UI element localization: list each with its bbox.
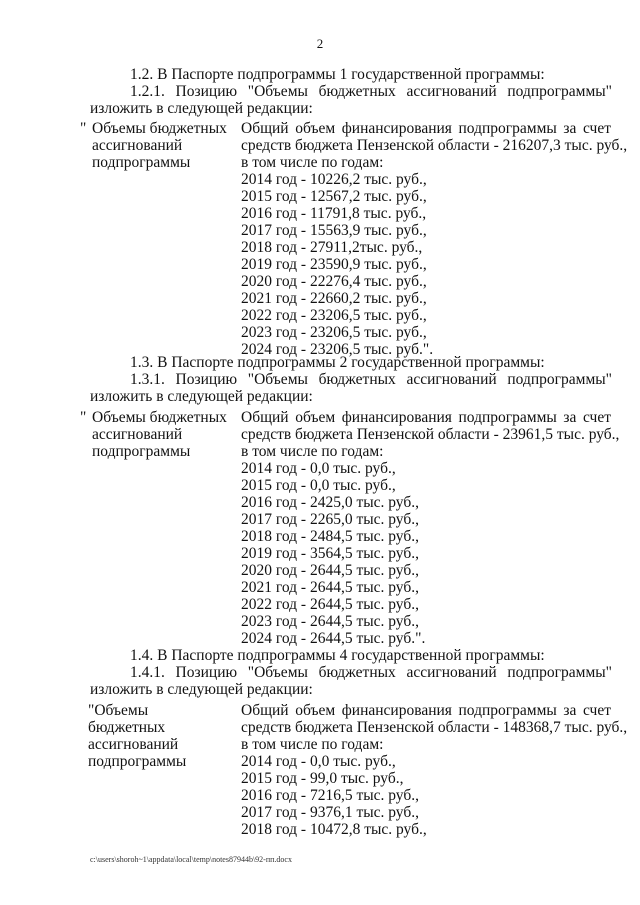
year-line: 2018 год - 27911,2тыс. руб., (241, 239, 423, 256)
section-subheading: 1.2.1. Позицию "Объемы бюджетных ассигнований подпрограммы" (130, 83, 612, 100)
budget-block-2 (80, 409, 620, 647)
year-line: 2018 год - 2484,5 тыс. руб., (241, 528, 419, 545)
year-line: 2014 год - 0,0 тыс. руб., (241, 460, 396, 477)
year-line: 2024 год - 2644,5 тыс. руб.". (241, 630, 426, 647)
year-line: 2020 год - 2644,5 тыс. руб., (241, 562, 419, 579)
position-value: Общий объем финансирования подпрограммы за счет средств бюджета Пензенской области - 23961,5 тыс. руб., в том числе по годам: 2014 год - 0,0 тыс. руб., 2015 год - 0,0 тыс. руб., 2016 год - 2425,0 тыс. руб., 2017 год - 2265,0 тыс. руб., 2018 год - 2484,5 тыс. руб., 2019 год - 3564,5 тыс. руб., 2020 год - 2644,5 тыс. руб., 2021 год - 2644,5 тыс. руб., 2022 год - 2644,5 тыс. руб., 2023 год - 2644,5 тыс. руб., 2024 год - 2644,5 тыс. руб.". (241, 409, 620, 647)
year-line: 2021 год - 22660,2 тыс. руб., (241, 290, 427, 307)
year-line: 2020 год - 22276,4 тыс. руб., (241, 273, 427, 290)
year-line: 2015 год - 0,0 тыс. руб., (241, 477, 396, 494)
position-label: Объемы бюджетных ассигнований подпрограммы (92, 409, 227, 460)
section-heading: 1.2. В Паспорте подпрограммы 1 государственной программы: (130, 66, 545, 83)
section-heading: 1.4. В Паспорте подпрограммы 4 государственной программы: (130, 647, 545, 664)
year-line: 2017 год - 15563,9 тыс. руб., (241, 222, 427, 239)
year-line: 2019 год - 23590,9 тыс. руб., (241, 256, 427, 273)
year-line: 2016 год - 2425,0 тыс. руб., (241, 494, 419, 511)
quote-mark: " (80, 120, 87, 137)
year-line: 2014 год - 10226,2 тыс. руб., (241, 171, 427, 188)
section-subheading-cont: изложить в следующей редакции: (90, 681, 313, 698)
position-value: Общий объем финансирования подпрограммы за счет средств бюджета Пензенской области - 148368,7 тыс. руб., в том числе по годам: 2014 год - 0,0 тыс. руб., 2015 год - 99,0 тыс. руб., 2016 год - 7216,5 тыс. руб., 2017 год - 9376,1 тыс. руб., 2018 год - 10472,8 тыс. руб., (241, 702, 628, 838)
year-line: 2015 год - 12567,2 тыс. руб., (241, 188, 427, 205)
section-subheading-cont: изложить в следующей редакции: (90, 388, 313, 405)
year-line: 2014 год - 0,0 тыс. руб., (241, 753, 396, 770)
file-path-footer: c:\users\shoroh~1\appdata\local\temp\notes87944b\92-пп.docx (90, 855, 292, 864)
year-line: 2016 год - 11791,8 тыс. руб., (241, 205, 427, 222)
year-line: 2017 год - 9376,1 тыс. руб., (241, 804, 419, 821)
year-line: 2016 год - 7216,5 тыс. руб., (241, 787, 419, 804)
budget-block-3 (80, 702, 628, 842)
position-value: Общий объем финансирования подпрограммы за счет средств бюджета Пензенской области - 216207,3 тыс. руб., в том числе по годам: 2014 год - 10226,2 тыс. руб., 2015 год - 12567,2 тыс. руб., 2016 год - 11791,8 тыс. руб., 2017 год - 15563,9 тыс. руб., 2018 год - 27911,2тыс. руб., 2019 год - 23590,9 тыс. руб., 2020 год - 22276,4 тыс. руб., 2021 год - 22660,2 тыс. руб., 2022 год - 23206,5 тыс. руб., 2023 год - 23206,5 тыс. руб., 2024 год - 23206,5 тыс. руб.". (241, 120, 628, 358)
section-heading: 1.3. В Паспорте подпрограммы 2 государственной программы: (130, 354, 545, 371)
quote-mark: " (80, 409, 87, 426)
year-line: 2022 год - 2644,5 тыс. руб., (241, 596, 419, 613)
year-line: 2017 год - 2265,0 тыс. руб., (241, 511, 419, 528)
position-label: Объемы бюджетных ассигнований подпрограммы (92, 120, 227, 171)
page-number: 2 (316, 36, 324, 51)
year-line: 2019 год - 3564,5 тыс. руб., (241, 545, 419, 562)
section-subheading-cont: изложить в следующей редакции: (90, 100, 313, 117)
year-line: 2023 год - 2644,5 тыс. руб., (241, 613, 419, 630)
section-subheading: 1.3.1. Позицию "Объемы бюджетных ассигнований подпрограммы" (130, 371, 612, 388)
position-label: "Объемы бюджетных ассигнований подпрограммы (88, 702, 187, 770)
year-line: 2022 год - 23206,5 тыс. руб., (241, 307, 427, 324)
year-line: 2021 год - 2644,5 тыс. руб., (241, 579, 419, 596)
year-line: 2024 год - 23206,5 тыс. руб.". (241, 341, 434, 358)
section-subheading: 1.4.1. Позицию "Объемы бюджетных ассигнований подпрограммы" (130, 664, 612, 681)
year-line: 2015 год - 99,0 тыс. руб., (241, 770, 404, 787)
year-line: 2018 год - 10472,8 тыс. руб., (241, 821, 427, 838)
year-line: 2023 год - 23206,5 тыс. руб., (241, 324, 427, 341)
budget-block-1 (80, 120, 628, 358)
